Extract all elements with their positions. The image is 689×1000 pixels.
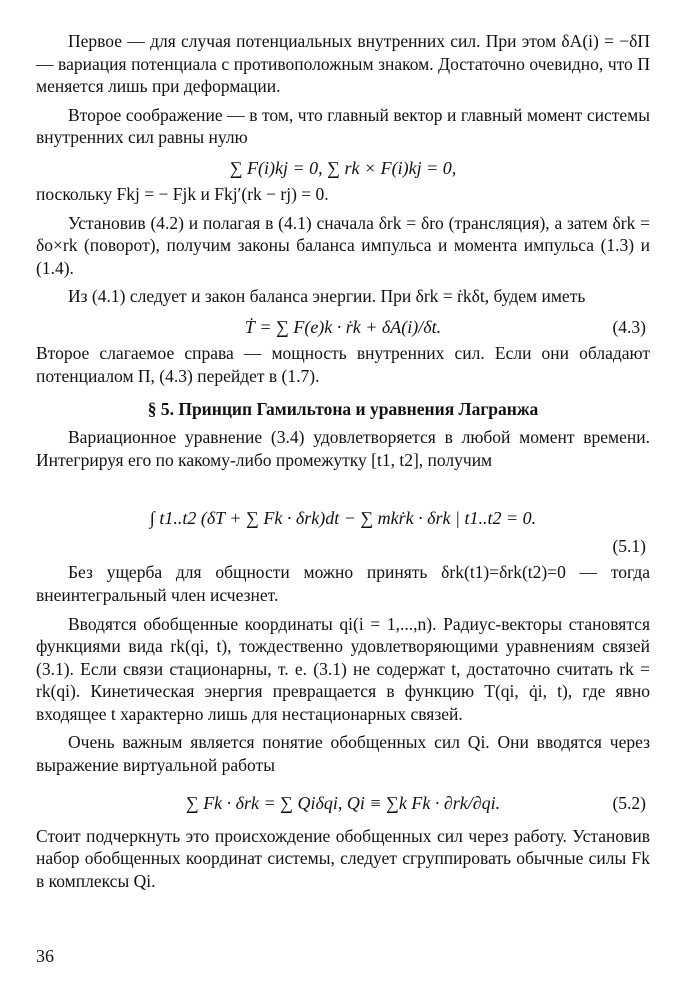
paragraph-11: Стоит подчеркнуть это происхождение обобщенных сил через работу. Установив набор обобщенных координат системы, следует сгруппировать обычные силы Fk в комплексы Qi. <box>36 825 650 891</box>
formula-5-1-body: ∫ t1..t2 (δT + ∑ Fk · δrk)dt − ∑ mkṙk · δrk | t1..t2 = 0. <box>149 508 537 529</box>
formula-5-2-body: ∑ Fk · δrk = ∑ Qiδqi, Qi ≡ ∑k Fk · ∂rk/∂qi. <box>185 792 501 813</box>
paragraph-2: Второе соображение — в том, что главный вектор и главный момент системы внутренних сил равны нулю <box>36 104 650 148</box>
formula-4-3-body: Ṫ = ∑ F(e)k · ṙk + δA(i)/δt. <box>244 316 442 337</box>
equation-number-4-3: (4.3) <box>612 316 646 337</box>
formula-4-3 <box>36 314 650 340</box>
paragraph-1: Первое — для случая потенциальных внутренних сил. При этом δA(i) = −δΠ — вариация потенциала с противоположным знаком. Достаточно очевидно, что Π меняется лишь при деформации. <box>36 31 650 97</box>
paragraph-5: Из (4.1) следует и закон баланса энергии. При δrk = ṙkδt, будем иметь <box>68 286 586 307</box>
paragraph-3: поскольку Fkj = − Fjk и Fkj′(rk − rj) = 0. <box>36 183 329 204</box>
paragraph-9: Вводятся обобщенные координаты qi(i = 1,...,n). Радиус-векторы становятся функциями вида rk(qi, t), тождественно удовлетворяющими уравнениям связей (3.1). Если связи стационарны, т. е. (3.1) не содержат t, достаточно считать rk = rk(qi). Кинетическая энергия превращается в функцию T(qi, q̇i, t), где явно входящее t характерно лишь для нестационарных связей. <box>36 613 650 724</box>
paragraph-6: Второе слагаемое справа — мощность внутренних сил. Если они обладают потенциалом Π, (4.3) перейдет в (1.7). <box>36 342 650 386</box>
equation-number-5-1: (5.1) <box>612 536 646 557</box>
paragraph-4: Установив (4.2) и полагая в (4.1) сначала δrk = δro (трансляция), а затем δrk = δo×rk (поворот), получим законы баланса импульса и момента импульса (1.3) и (1.4). <box>36 212 650 278</box>
book-page <box>36 30 650 898</box>
formula-5-2 <box>36 783 650 823</box>
formula-internal-forces-zero: ∑ F(i)kj = 0, ∑ rk × F(i)kj = 0, <box>229 157 457 178</box>
paragraph-8: Без ущерба для общности можно принять δrk(t1)=δrk(t2)=0 — тогда внеинтегральный член исчезнет. <box>36 562 650 605</box>
section-heading: § 5. Принцип Гамильтона и уравнения Лагранжа <box>147 399 539 420</box>
formula-5-1 <box>36 477 650 559</box>
paragraph-7: Вариационное уравнение (3.4) удовлетворяется в любой момент времени. Интегрируя его по какому-либо промежутку [t1, t2], получим <box>36 427 650 470</box>
equation-number-5-2: (5.2) <box>612 792 646 813</box>
paragraph-10: Очень важным является понятие обобщенных сил Qi. Они вводятся через выражение виртуальной работы <box>36 732 650 776</box>
page-number: 36 <box>36 946 54 966</box>
